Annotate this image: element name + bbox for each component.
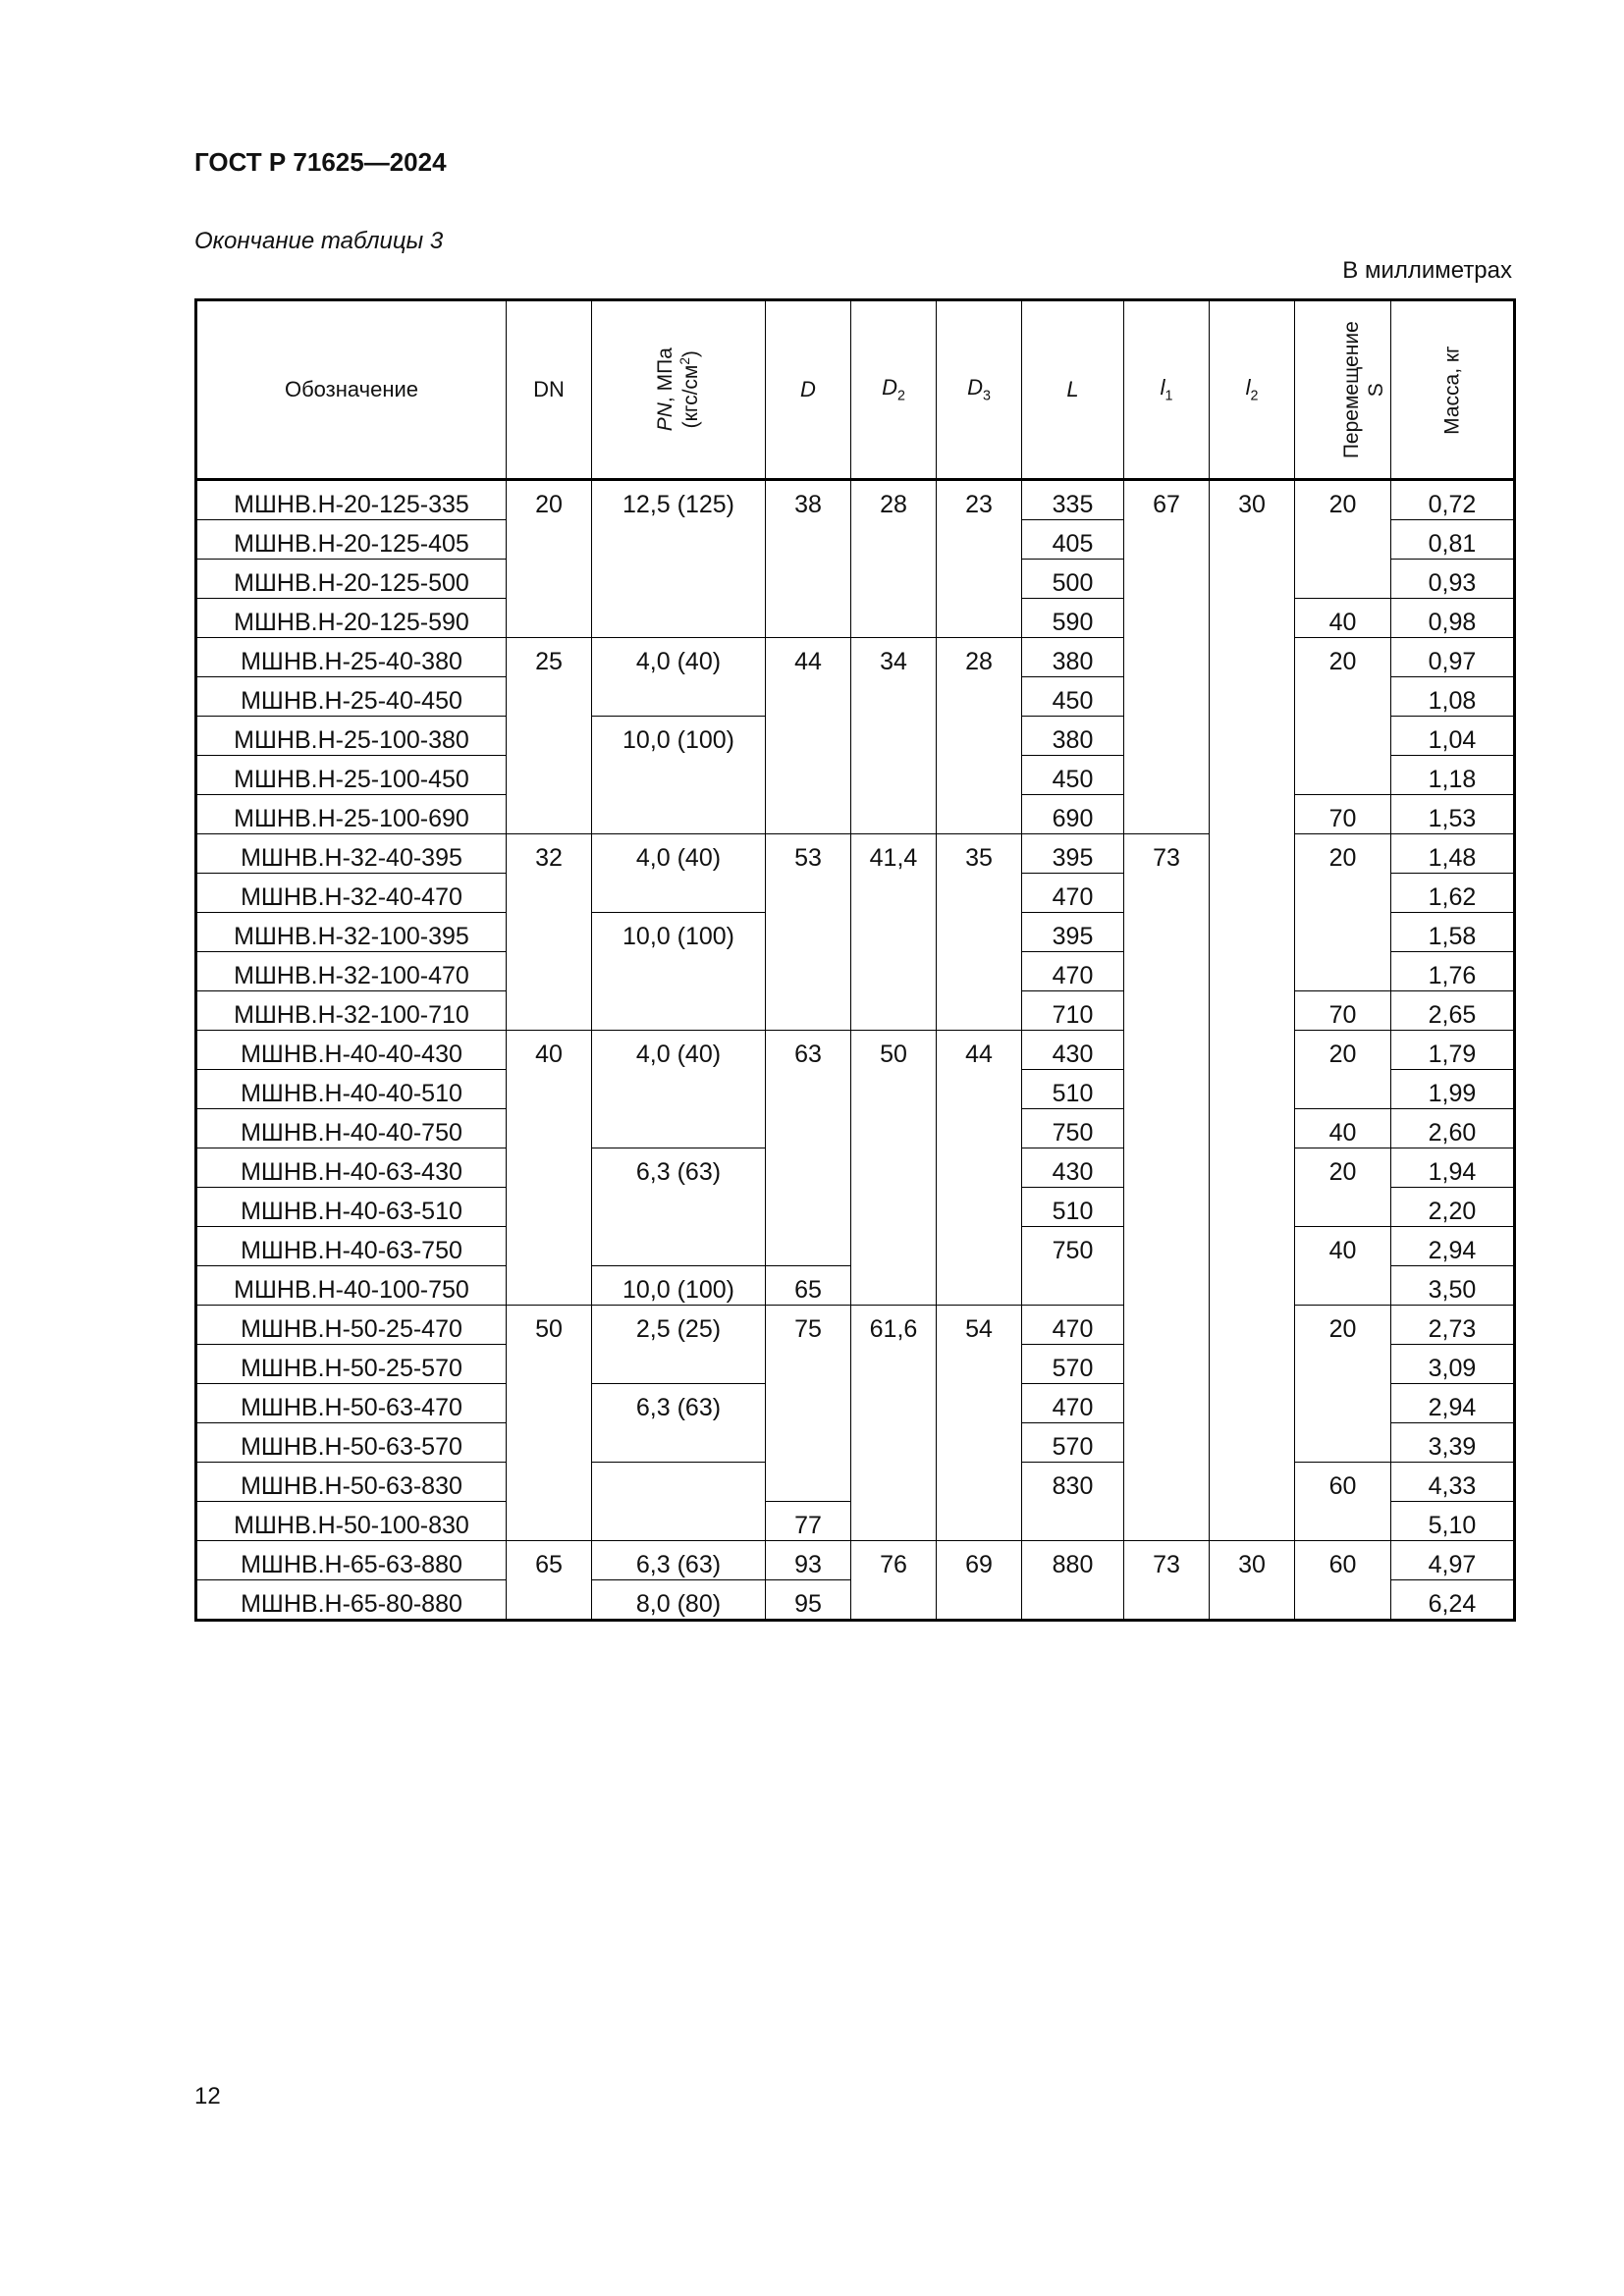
cell-s: 20	[1295, 1031, 1391, 1109]
header-l: L	[1022, 300, 1124, 480]
cell-dn: 20	[507, 480, 592, 638]
cell-designation: МШНВ.Н-20-125-590	[196, 599, 507, 638]
cell-l: 470	[1022, 952, 1124, 991]
cell-l: 470	[1022, 1306, 1124, 1345]
cell-designation: МШНВ.Н-65-63-880	[196, 1541, 507, 1580]
cell-designation: МШНВ.Н-25-100-450	[196, 756, 507, 795]
cell-pn: 6,3 (63)	[592, 1541, 766, 1580]
cell-mass: 2,65	[1391, 991, 1515, 1031]
cell-mass: 0,81	[1391, 520, 1515, 560]
cell-mass: 4,97	[1391, 1541, 1515, 1580]
cell-d: 38	[766, 480, 851, 638]
header-shift-label: Перемещение S	[1339, 321, 1387, 458]
cell-l: 500	[1022, 560, 1124, 599]
cell-s: 40	[1295, 1227, 1391, 1306]
cell-pn: 4,0 (40)	[592, 638, 766, 717]
table-row	[196, 638, 1515, 677]
cell-d: 53	[766, 834, 851, 1031]
cell-d: 65	[766, 1266, 851, 1306]
cell-dn: 40	[507, 1031, 592, 1306]
cell-l: 570	[1022, 1345, 1124, 1384]
cell-l: 450	[1022, 677, 1124, 717]
cell-l: 395	[1022, 834, 1124, 874]
cell-l: 750	[1022, 1109, 1124, 1148]
cell-designation: МШНВ.Н-25-40-380	[196, 638, 507, 677]
cell-pn: 10,0 (100)	[592, 913, 766, 1031]
header-pn-label: PN, МПа $(кгс/см^2)$	[654, 347, 703, 432]
cell-l: 380	[1022, 638, 1124, 677]
cell-l: 590	[1022, 599, 1124, 638]
cell-designation: МШНВ.Н-50-25-570	[196, 1345, 507, 1384]
cell-designation: МШНВ.Н-50-63-570	[196, 1423, 507, 1463]
cell-pn: 6,3 (63)	[592, 1148, 766, 1266]
table-body	[196, 480, 1515, 1621]
cell-designation: МШНВ.Н-20-125-405	[196, 520, 507, 560]
cell-mass: 3,09	[1391, 1345, 1515, 1384]
cell-mass: 1,79	[1391, 1031, 1515, 1070]
cell-mass: 5,10	[1391, 1502, 1515, 1541]
cell-mass: 0,98	[1391, 599, 1515, 638]
cell-s: 20	[1295, 834, 1391, 991]
cell-d: 63	[766, 1031, 851, 1266]
cell-s: 60	[1295, 1463, 1391, 1541]
cell-designation: МШНВ.Н-32-100-710	[196, 991, 507, 1031]
cell-mass: 0,72	[1391, 480, 1515, 520]
cell-d: 44	[766, 638, 851, 834]
cell-mass: 1,99	[1391, 1070, 1515, 1109]
cell-l: 510	[1022, 1188, 1124, 1227]
cell-mass: 1,08	[1391, 677, 1515, 717]
table-row	[196, 1306, 1515, 1345]
cell-l: 430	[1022, 1031, 1124, 1070]
cell-pn: 6,3 (63)	[592, 1384, 766, 1463]
cell-mass: 1,48	[1391, 834, 1515, 874]
cell-d2: 28	[851, 480, 937, 638]
cell-dn: 32	[507, 834, 592, 1031]
cell-designation: МШНВ.Н-20-125-500	[196, 560, 507, 599]
cell-pn: 4,0 (40)	[592, 1031, 766, 1148]
cell-d3: 35	[937, 834, 1022, 1031]
cell-d3: 23	[937, 480, 1022, 638]
header-mass	[1391, 300, 1515, 480]
header-mass-label: Масса, кг	[1440, 346, 1464, 435]
table-row	[196, 1031, 1515, 1070]
header-l2: $l_2$	[1210, 300, 1295, 480]
cell-designation: МШНВ.Н-20-125-335	[196, 480, 507, 520]
cell-l1: 67	[1124, 480, 1210, 834]
table-header-row	[196, 300, 1515, 480]
cell-l: 380	[1022, 717, 1124, 756]
page-number: 12	[194, 2083, 221, 2109]
cell-s: 70	[1295, 991, 1391, 1031]
cell-pn: 8,0 (80)	[592, 1580, 766, 1621]
cell-l: 430	[1022, 1148, 1124, 1188]
cell-designation: МШНВ.Н-25-40-450	[196, 677, 507, 717]
cell-l1: 73	[1124, 834, 1210, 1541]
cell-mass: 4,33	[1391, 1463, 1515, 1502]
standard-title: ГОСТ Р 71625—2024	[194, 147, 447, 177]
cell-mass: 6,24	[1391, 1580, 1515, 1621]
cell-dn: 50	[507, 1306, 592, 1541]
cell-designation: МШНВ.Н-50-63-470	[196, 1384, 507, 1423]
cell-designation: МШНВ.Н-50-100-830	[196, 1502, 507, 1541]
header-l1: $l_1$	[1124, 300, 1210, 480]
cell-d2: 76	[851, 1541, 937, 1621]
cell-l: 570	[1022, 1423, 1124, 1463]
cell-designation: МШНВ.Н-32-40-470	[196, 874, 507, 913]
cell-designation: МШНВ.Н-40-40-430	[196, 1031, 507, 1070]
cell-l: 405	[1022, 520, 1124, 560]
cell-mass: 1,04	[1391, 717, 1515, 756]
cell-designation: МШНВ.Н-32-100-470	[196, 952, 507, 991]
cell-designation: МШНВ.Н-40-40-510	[196, 1070, 507, 1109]
units-note: В миллиметрах	[1342, 257, 1512, 284]
cell-d: 77	[766, 1502, 851, 1541]
cell-mass: 2,94	[1391, 1227, 1515, 1266]
cell-s: 70	[1295, 795, 1391, 834]
cell-l1: 73	[1124, 1541, 1210, 1621]
cell-l: 750	[1022, 1227, 1124, 1306]
cell-mass: 2,20	[1391, 1188, 1515, 1227]
spec-table	[194, 298, 1516, 1622]
cell-pn: 2,5 (25)	[592, 1306, 766, 1384]
cell-l: 830	[1022, 1463, 1124, 1541]
cell-mass: 3,39	[1391, 1423, 1515, 1463]
cell-mass: 1,58	[1391, 913, 1515, 952]
cell-mass: 2,60	[1391, 1109, 1515, 1148]
cell-pn: 12,5 (125)	[592, 480, 766, 638]
cell-d2: 34	[851, 638, 937, 834]
cell-pn: 10,0 (100)	[592, 1266, 766, 1306]
cell-l: 395	[1022, 913, 1124, 952]
cell-mass: 3,50	[1391, 1266, 1515, 1306]
cell-l: 335	[1022, 480, 1124, 520]
cell-s: 20	[1295, 480, 1391, 599]
table-caption: Окончание таблицы 3	[194, 228, 444, 254]
cell-s: 20	[1295, 638, 1391, 795]
header-d2: $D_2$	[851, 300, 937, 480]
cell-pn	[592, 1463, 766, 1541]
cell-pn: 4,0 (40)	[592, 834, 766, 913]
cell-designation: МШНВ.Н-50-25-470	[196, 1306, 507, 1345]
cell-mass: 1,53	[1391, 795, 1515, 834]
header-designation: Обозначение	[196, 300, 507, 480]
cell-l: 710	[1022, 991, 1124, 1031]
cell-s: 40	[1295, 1109, 1391, 1148]
cell-d2: 41,4	[851, 834, 937, 1031]
cell-dn: 65	[507, 1541, 592, 1621]
cell-mass: 2,73	[1391, 1306, 1515, 1345]
cell-mass: 0,97	[1391, 638, 1515, 677]
cell-designation: МШНВ.Н-40-40-750	[196, 1109, 507, 1148]
cell-designation: МШНВ.Н-40-100-750	[196, 1266, 507, 1306]
cell-s: 20	[1295, 1306, 1391, 1463]
cell-mass: 2,94	[1391, 1384, 1515, 1423]
cell-designation: МШНВ.Н-25-100-690	[196, 795, 507, 834]
header-pn	[592, 300, 766, 480]
cell-d: 95	[766, 1580, 851, 1621]
cell-d3: 28	[937, 638, 1022, 834]
header-d3: $D_3$	[937, 300, 1022, 480]
cell-l: 690	[1022, 795, 1124, 834]
header-d: D	[766, 300, 851, 480]
cell-l: 510	[1022, 1070, 1124, 1109]
cell-dn: 25	[507, 638, 592, 834]
cell-d3: 69	[937, 1541, 1022, 1621]
table-row	[196, 480, 1515, 520]
cell-designation: МШНВ.Н-32-40-395	[196, 834, 507, 874]
cell-l: 880	[1022, 1541, 1124, 1621]
cell-mass: 1,94	[1391, 1148, 1515, 1188]
cell-s: 60	[1295, 1541, 1391, 1621]
cell-mass: 1,76	[1391, 952, 1515, 991]
cell-designation: МШНВ.Н-40-63-750	[196, 1227, 507, 1266]
cell-l: 450	[1022, 756, 1124, 795]
cell-mass: 0,93	[1391, 560, 1515, 599]
cell-d2: 61,6	[851, 1306, 937, 1541]
cell-designation: МШНВ.Н-40-63-430	[196, 1148, 507, 1188]
cell-pn: 10,0 (100)	[592, 717, 766, 834]
table-row	[196, 1541, 1515, 1580]
cell-l2: 30	[1210, 1541, 1295, 1621]
cell-s: 20	[1295, 1148, 1391, 1227]
cell-d3: 54	[937, 1306, 1022, 1541]
header-shift	[1295, 300, 1391, 480]
cell-designation: МШНВ.Н-40-63-510	[196, 1188, 507, 1227]
cell-designation: МШНВ.Н-25-100-380	[196, 717, 507, 756]
cell-designation: МШНВ.Н-65-80-880	[196, 1580, 507, 1621]
cell-d: 93	[766, 1541, 851, 1580]
cell-designation: МШНВ.Н-32-100-395	[196, 913, 507, 952]
table-row	[196, 834, 1515, 874]
cell-d3: 44	[937, 1031, 1022, 1306]
cell-l2: 30	[1210, 480, 1295, 1541]
cell-l: 470	[1022, 874, 1124, 913]
cell-mass: 1,62	[1391, 874, 1515, 913]
cell-designation: МШНВ.Н-50-63-830	[196, 1463, 507, 1502]
cell-d2: 50	[851, 1031, 937, 1306]
cell-l: 470	[1022, 1384, 1124, 1423]
cell-s: 40	[1295, 599, 1391, 638]
cell-d: 75	[766, 1306, 851, 1502]
cell-mass: 1,18	[1391, 756, 1515, 795]
header-dn: DN	[507, 300, 592, 480]
